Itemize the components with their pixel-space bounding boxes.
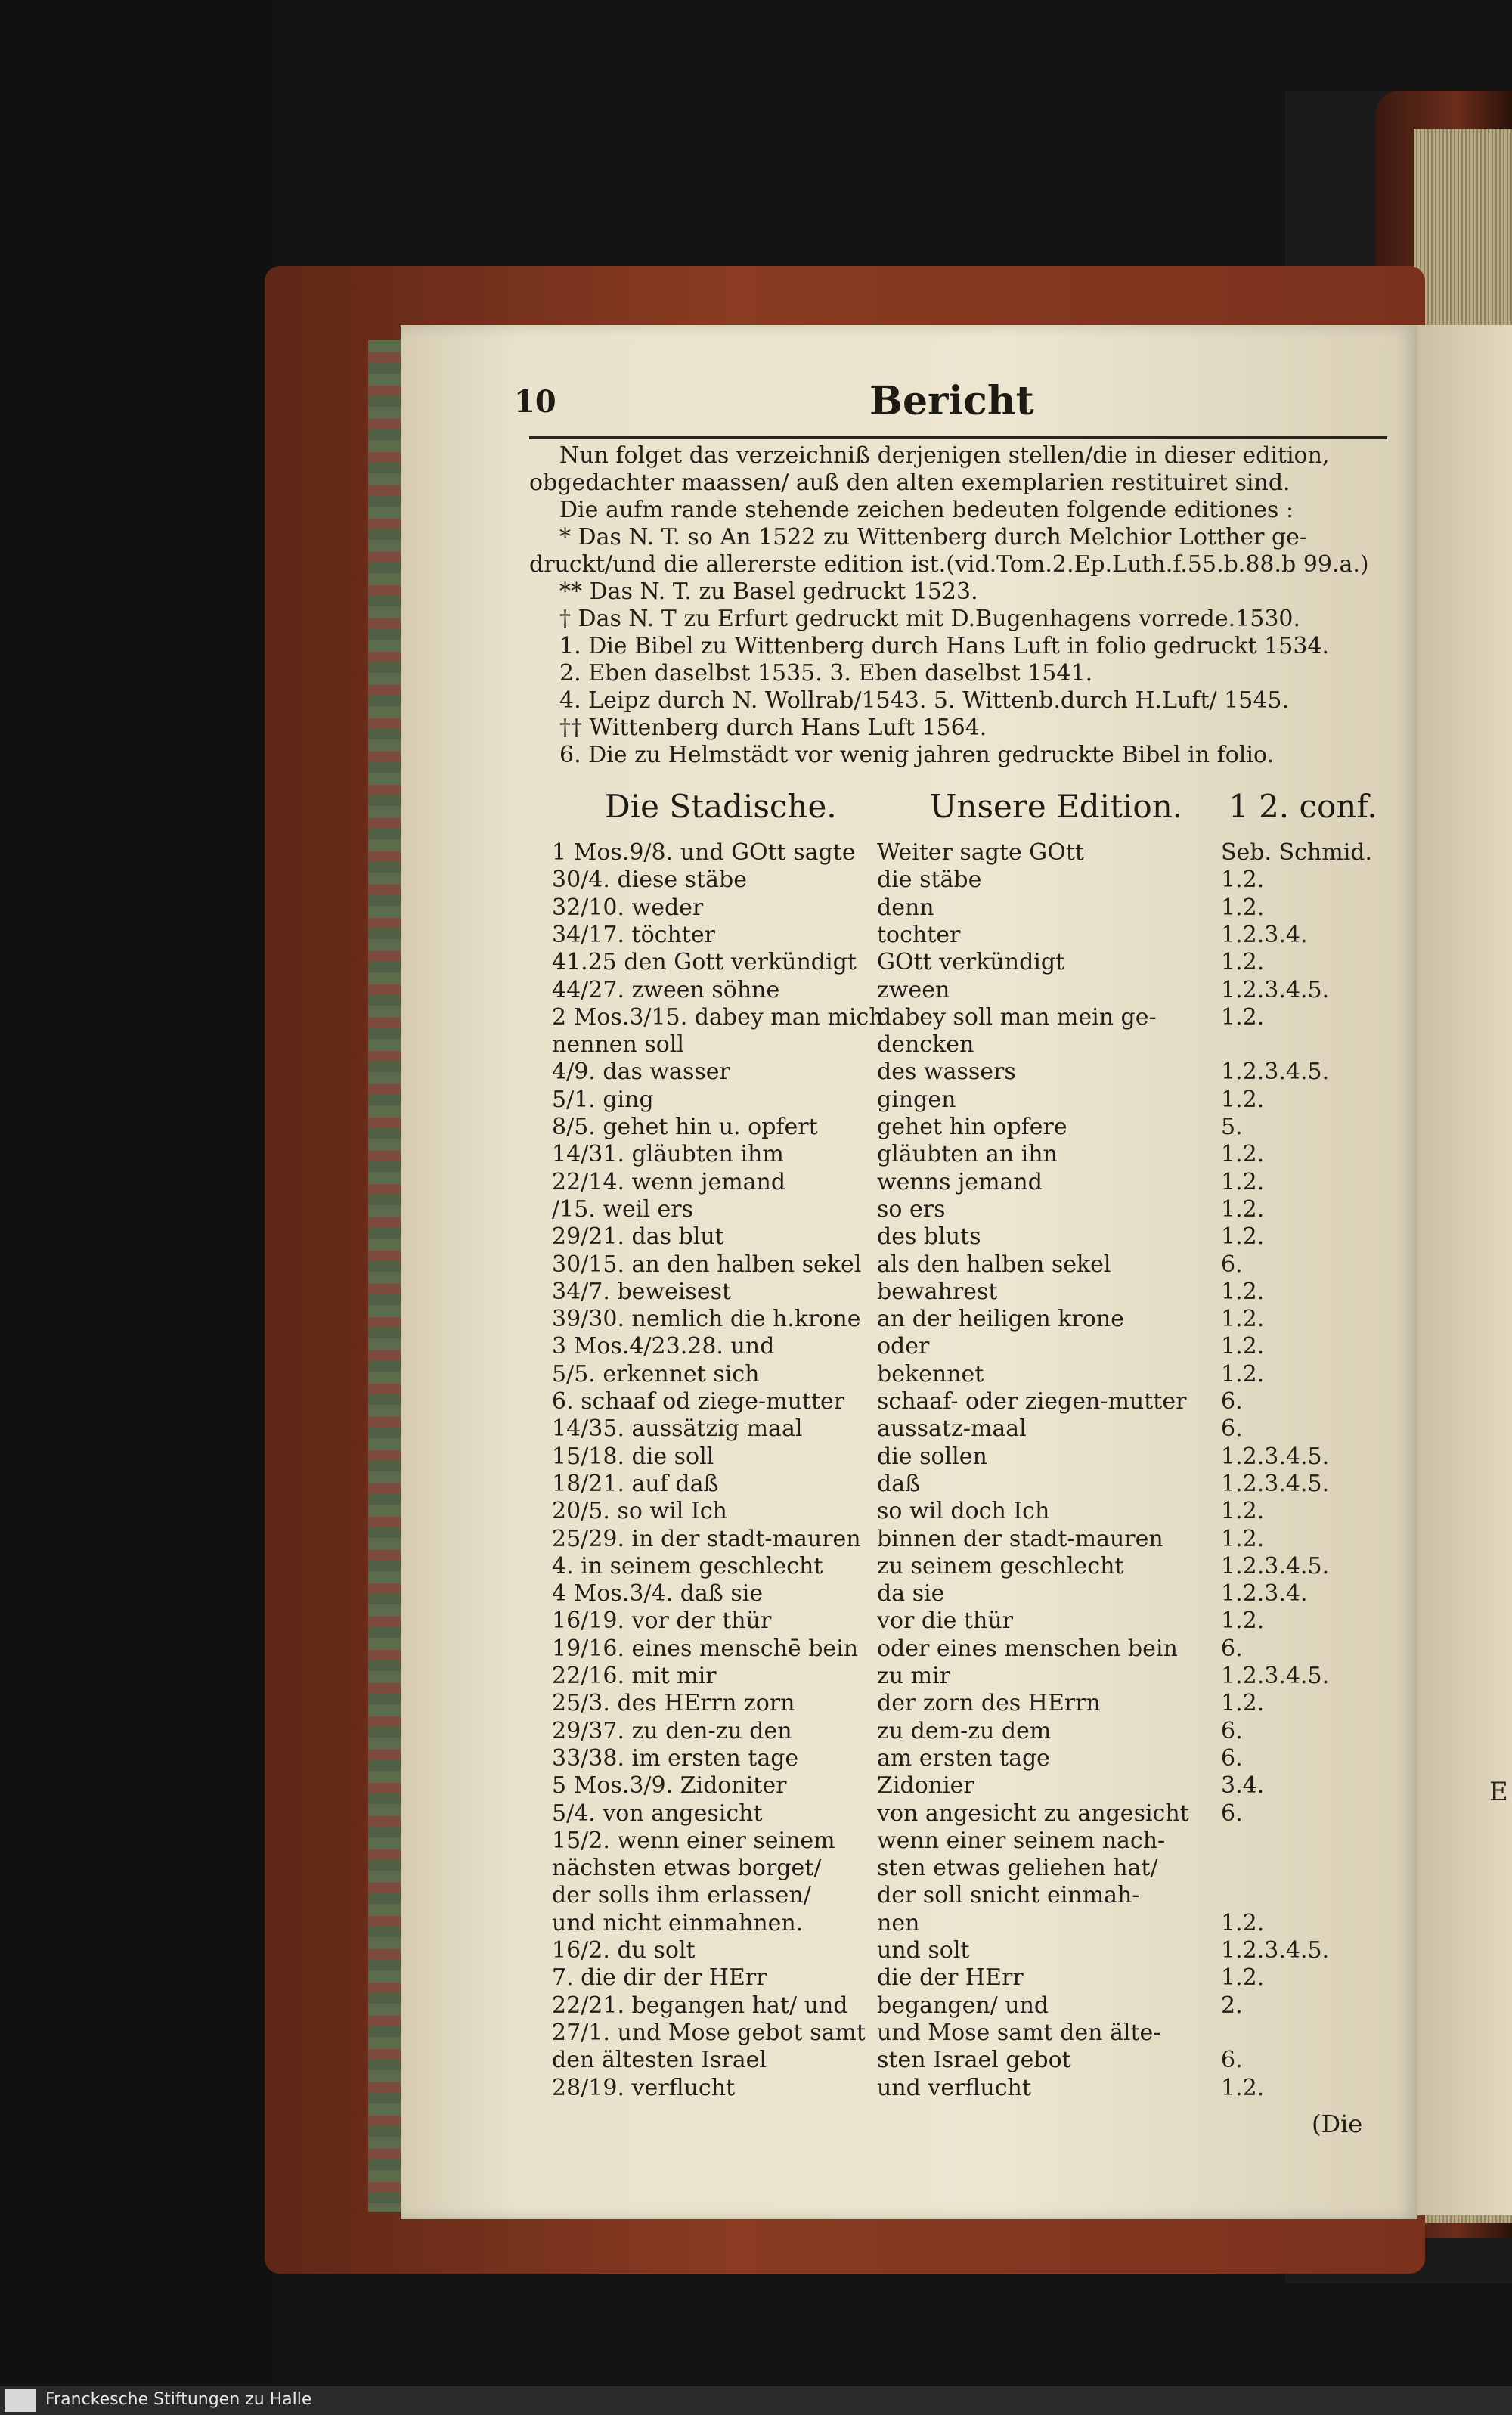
- stadische-reading: /15. weil ers: [552, 1195, 694, 1223]
- stadische-reading: 41.25 den Gott verkündigt: [552, 949, 857, 976]
- conf-editions: 1.2.: [1221, 1607, 1265, 1635]
- unsere-reading: so wil doch Ich: [877, 1498, 1050, 1525]
- unsere-reading: sten Israel gebot: [877, 2047, 1071, 2074]
- stadische-reading: 28/19. verflucht: [552, 2074, 736, 2101]
- stadische-reading: 4/9. das wasser: [552, 1059, 730, 1086]
- unsere-reading: gehet hin opfere: [877, 1114, 1067, 1140]
- stadische-reading: 32/10. weder: [552, 894, 704, 921]
- conf-editions: 1.2.3.4.5.: [1221, 1470, 1330, 1497]
- column-header-unsere: Unsere Edition.: [930, 788, 1183, 825]
- conf-editions: 1.2.3.4.5.: [1221, 976, 1330, 1003]
- stadische-reading: 19/16. eines menschē bein: [552, 1635, 859, 1662]
- stadische-reading: nennen soll: [552, 1031, 684, 1059]
- conf-editions: 6.: [1221, 1744, 1243, 1772]
- conf-editions: 1.2.: [1221, 1086, 1265, 1113]
- unsere-reading: der zorn des HErrn: [877, 1690, 1101, 1717]
- conf-editions: 1.2.: [1221, 1964, 1265, 1992]
- stadische-reading: 34/17. töchter: [552, 921, 715, 948]
- unsere-reading: daß: [877, 1470, 921, 1497]
- unsere-reading: und verflucht: [877, 2074, 1031, 2101]
- conf-editions: 6.: [1221, 2047, 1243, 2074]
- conf-editions: 1.2.: [1221, 1690, 1265, 1717]
- conf-editions: 1.2.: [1221, 2074, 1265, 2101]
- unsere-reading: zu mir: [877, 1663, 951, 1689]
- unsere-reading: die sollen: [877, 1443, 987, 1470]
- unsere-reading: da sie: [877, 1580, 945, 1607]
- stadische-reading: 39/30. nemlich die h.krone: [552, 1306, 861, 1333]
- stadische-reading: 30/4. diese stäbe: [552, 866, 747, 894]
- stadische-reading: 34/7. beweisest: [552, 1278, 732, 1305]
- stadische-reading: 27/1. und Mose gebot samt: [552, 2019, 866, 2046]
- stadische-reading: 16/19. vor der thür: [552, 1607, 772, 1635]
- unsere-reading: zu dem-zu dem: [877, 1717, 1052, 1744]
- stadische-reading: 5 Mos.3/9. Zidoniter: [552, 1772, 787, 1800]
- unsere-reading: von angesicht zu angesicht: [877, 1800, 1189, 1827]
- intro-line: 6. Die zu Helmstädt vor wenig jahren gedruckte Bibel in folio.: [559, 742, 1275, 768]
- conf-editions: 1.2.: [1221, 1333, 1265, 1360]
- unsere-reading: und solt: [877, 1937, 970, 1964]
- conf-editions: 1.2.: [1221, 866, 1265, 894]
- intro-line: Die aufm rande stehende zeichen bedeuten folgende editiones :: [559, 497, 1294, 523]
- conf-editions: 1.2.3.4.5.: [1221, 1663, 1330, 1689]
- column-header-conf: 1 2. conf.: [1228, 788, 1377, 825]
- unsere-reading: oder eines menschen bein: [877, 1635, 1178, 1662]
- unsere-reading: vor die thür: [877, 1607, 1014, 1635]
- stadische-reading: 6. schaaf od ziege-mutter: [552, 1388, 845, 1415]
- stadische-reading: 22/16. mit mir: [552, 1663, 717, 1689]
- stadische-reading: 18/21. auf daß: [552, 1470, 719, 1497]
- unsere-reading: sten etwas geliehen hat/: [877, 1855, 1158, 1882]
- page-number: 10: [514, 384, 556, 420]
- stadische-reading: 29/37. zu den-zu den: [552, 1717, 792, 1744]
- stadische-reading: 22/21. begangen hat/ und: [552, 1992, 848, 2019]
- intro-line: obgedachter maassen/ auß den alten exemplarien restituiret sind.: [529, 470, 1290, 496]
- column-header-stadische: Die Stadische.: [605, 788, 837, 825]
- stadische-reading: nächsten etwas borget/: [552, 1855, 822, 1882]
- stadische-reading: 25/29. in der stadt-mauren: [552, 1525, 861, 1552]
- unsere-reading: der soll snicht einmah-: [877, 1882, 1140, 1909]
- unsere-reading: dencken: [877, 1031, 974, 1059]
- stadische-reading: 14/31. gläubten ihm: [552, 1141, 784, 1168]
- intro-line: * Das N. T. so An 1522 zu Wittenberg durch Melchior Lotther ge-: [559, 524, 1308, 550]
- unsere-reading: oder: [877, 1333, 930, 1360]
- unsere-reading: zu seinem geschlecht: [877, 1552, 1124, 1580]
- conf-editions: 1.2.: [1221, 1278, 1265, 1305]
- stadische-reading: 15/2. wenn einer seinem: [552, 1827, 835, 1854]
- stadische-reading: 4 Mos.3/4. daß sie: [552, 1580, 764, 1607]
- conf-editions: 1.2.3.4.5.: [1221, 1059, 1330, 1086]
- catchword: (Die: [1312, 2110, 1363, 2138]
- stadische-reading: 20/5. so wil Ich: [552, 1498, 727, 1525]
- unsere-reading: dabey soll man mein ge-: [877, 1003, 1157, 1031]
- conf-editions: 5.: [1221, 1114, 1243, 1140]
- unsere-reading: wenns jemand: [877, 1168, 1043, 1195]
- unsere-reading: gläubten an ihn: [877, 1141, 1058, 1168]
- unsere-reading: Zidonier: [877, 1772, 974, 1800]
- stadische-reading: 7. die dir der HErr: [552, 1964, 767, 1992]
- conf-editions: 1.2.: [1221, 1498, 1265, 1525]
- conf-editions: 6.: [1221, 1415, 1243, 1443]
- stadische-reading: 14/35. aussätzig maal: [552, 1415, 803, 1443]
- stadische-reading: 29/21. das blut: [552, 1223, 724, 1251]
- conf-editions: 1.2.: [1221, 1223, 1265, 1251]
- unsere-reading: am ersten tage: [877, 1744, 1050, 1772]
- conf-editions: 2.: [1221, 1992, 1243, 2019]
- intro-line: 2. Eben daselbst 1535. 3. Eben daselbst 1541.: [559, 660, 1093, 687]
- stadische-reading: 30/15. an den halben sekel: [552, 1251, 862, 1278]
- stadische-reading: 15/18. die soll: [552, 1443, 714, 1470]
- conf-editions: 1.2.: [1221, 949, 1265, 976]
- stadische-reading: 33/38. im ersten tage: [552, 1744, 799, 1772]
- stadische-reading: 3 Mos.4/23.28. und: [552, 1333, 775, 1360]
- stadische-reading: 1 Mos.9/8. und GOtt sagte: [552, 839, 856, 866]
- unsere-reading: so ers: [877, 1195, 946, 1223]
- unsere-reading: denn: [877, 894, 934, 921]
- stadische-reading: 44/27. zween söhne: [552, 976, 780, 1003]
- facing-page-fragment: E: [1489, 1777, 1508, 1807]
- conf-editions: 1.2.: [1221, 1195, 1265, 1223]
- unsere-reading: bekennet: [877, 1360, 984, 1387]
- unsere-reading: die der HErr: [877, 1964, 1024, 1992]
- conf-editions: 6.: [1221, 1388, 1243, 1415]
- facing-page: [1410, 325, 1512, 2215]
- institution-logo-icon: [5, 2389, 36, 2412]
- unsere-reading: des bluts: [877, 1223, 981, 1251]
- conf-editions: 6.: [1221, 1800, 1243, 1827]
- conf-editions: 1.2.3.4.: [1221, 921, 1308, 948]
- intro-line: † Das N. T zu Erfurt gedruckt mit D.Bugenhagens vorrede.1530.: [559, 606, 1301, 632]
- footer-credit: Franckesche Stiftungen zu Halle: [45, 2390, 312, 2409]
- stadische-reading: 5/1. ging: [552, 1086, 654, 1113]
- unsere-reading: wenn einer seinem nach-: [877, 1827, 1166, 1854]
- unsere-reading: GOtt verkündigt: [877, 949, 1065, 976]
- stadische-reading: und nicht einmahnen.: [552, 1909, 804, 1936]
- marbled-edge: [368, 340, 402, 2212]
- unsere-reading: zween: [877, 976, 950, 1003]
- header-rule: [529, 436, 1387, 439]
- unsere-reading: des wassers: [877, 1059, 1016, 1086]
- conf-editions: 1.2.: [1221, 1909, 1265, 1936]
- intro-line: 1. Die Bibel zu Wittenberg durch Hans Luft in folio gedruckt 1534.: [559, 633, 1330, 659]
- conf-editions: 6.: [1221, 1717, 1243, 1744]
- stadische-reading: der solls ihm erlassen/: [552, 1882, 811, 1909]
- unsere-reading: an der heiligen krone: [877, 1306, 1124, 1333]
- stadische-reading: 22/14. wenn jemand: [552, 1168, 786, 1195]
- conf-editions: 1.2.3.4.: [1221, 1580, 1308, 1607]
- intro-line: 4. Leipz durch N. Wollrab/1543. 5. Wittenb.durch H.Luft/ 1545.: [559, 687, 1290, 714]
- stadische-reading: 16/2. du solt: [552, 1937, 696, 1964]
- conf-editions: 1.2.: [1221, 1003, 1265, 1031]
- conf-editions: 3.4.: [1221, 1772, 1265, 1800]
- conf-editions: 6.: [1221, 1635, 1243, 1662]
- unsere-reading: schaaf- oder ziegen-mutter: [877, 1388, 1187, 1415]
- unsere-reading: tochter: [877, 921, 961, 948]
- stadische-reading: 4. in seinem geschlecht: [552, 1552, 823, 1580]
- intro-paragraph: [529, 442, 1391, 769]
- unsere-reading: nen: [877, 1909, 920, 1936]
- stadische-reading: 25/3. des HErrn zorn: [552, 1690, 795, 1717]
- conf-editions: 1.2.3.4.5.: [1221, 1937, 1330, 1964]
- conf-editions: Seb. Schmid.: [1221, 839, 1373, 866]
- intro-line: druckt/und die allererste edition ist.(vid.Tom.2.Ep.Luth.f.55.b.88.b 99.a.): [529, 551, 1369, 578]
- stadische-reading: 5/4. von angesicht: [552, 1800, 763, 1827]
- unsere-reading: bewahrest: [877, 1278, 998, 1305]
- unsere-reading: und Mose samt den älte-: [877, 2019, 1161, 2046]
- stadische-reading: 2 Mos.3/15. dabey man mich: [552, 1003, 884, 1031]
- intro-line: †† Wittenberg durch Hans Luft 1564.: [559, 715, 987, 741]
- conf-editions: 1.2.: [1221, 894, 1265, 921]
- conf-editions: 1.2.3.4.5.: [1221, 1552, 1330, 1580]
- intro-line: Nun folget das verzeichniß derjenigen stellen/die in dieser edition,: [559, 442, 1330, 469]
- stadische-reading: 5/5. erkennet sich: [552, 1360, 760, 1387]
- conf-editions: 1.2.: [1221, 1525, 1265, 1552]
- intro-line: ** Das N. T. zu Basel gedruckt 1523.: [559, 578, 978, 605]
- stadische-reading: 8/5. gehet hin u. opfert: [552, 1114, 818, 1140]
- page-title: Bericht: [869, 378, 1034, 424]
- unsere-reading: binnen der stadt-mauren: [877, 1525, 1163, 1552]
- unsere-reading: als den halben sekel: [877, 1251, 1111, 1278]
- conf-editions: 1.2.3.4.5.: [1221, 1443, 1330, 1470]
- conf-editions: 1.2.: [1221, 1306, 1265, 1333]
- conf-editions: 1.2.: [1221, 1168, 1265, 1195]
- unsere-reading: Weiter sagte GOtt: [877, 839, 1084, 866]
- conf-editions: 1.2.: [1221, 1360, 1265, 1387]
- unsere-reading: aussatz-maal: [877, 1415, 1027, 1443]
- conf-editions: 6.: [1221, 1251, 1243, 1278]
- unsere-reading: gingen: [877, 1086, 956, 1113]
- stadische-reading: den ältesten Israel: [552, 2047, 767, 2074]
- conf-editions: 1.2.: [1221, 1141, 1265, 1168]
- unsere-reading: begangen/ und: [877, 1992, 1049, 2019]
- background-left: [0, 0, 272, 2415]
- unsere-reading: die stäbe: [877, 866, 982, 894]
